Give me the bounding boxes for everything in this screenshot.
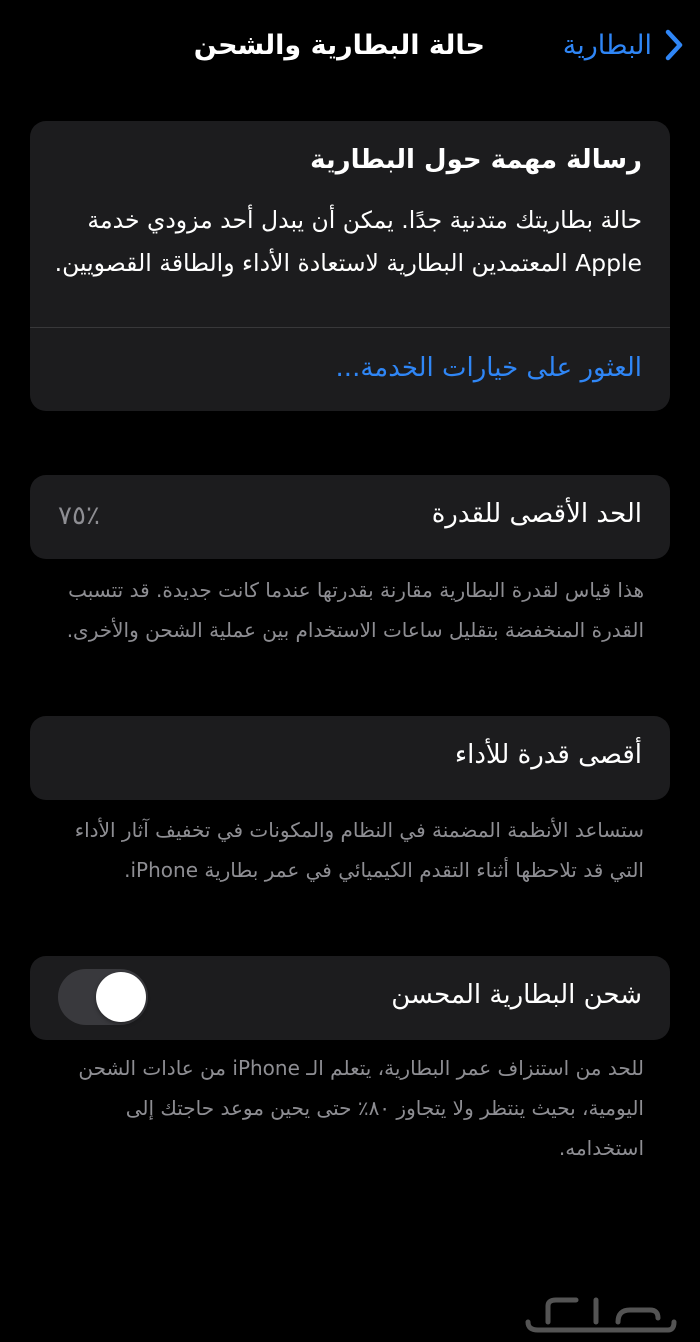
maximum-capacity-row (30, 475, 670, 559)
optimized-charging-row (30, 956, 670, 1040)
message-title: رسالة مهمة حول البطارية (310, 145, 642, 175)
peak-performance-row (30, 716, 670, 800)
message-body: حالة بطاريتك متدنية جدًا. يمكن أن يبدل أحد مزودي خدمة Apple المعتمدين البطارية لاستعادة الأداء والطاقة القصويين. (54, 206, 642, 277)
optimized-charging-footnote: للحد من استنزاف عمر البطارية، يتعلم الـ iPhone من عادات الشحن اليومية، بحيث ينتظر ولا يتجاوز ٨٠٪ حتى يحين موعد حاجتك إلى استخدامه. (78, 1056, 644, 1160)
find-service-options-link[interactable]: العثور على خيارات الخدمة... (335, 353, 642, 383)
back-button[interactable] (563, 28, 686, 62)
chevron-left-icon (660, 28, 686, 62)
navigation-bar (0, 0, 700, 100)
maximum-capacity-value: ٪٧٥ (58, 501, 100, 531)
peak-performance-footnote: ستساعد الأنظمة المضمنة في النظام والمكونات في تخفيف آثار الأداء التي قد تلاحظها أثناء التقدم الكيميائي في عمر بطارية iPhone. (74, 818, 644, 882)
optimized-charging-label: شحن البطارية المحسن (391, 980, 642, 1010)
haraj-watermark-logo (518, 1292, 678, 1336)
peak-performance-label: أقصى قدرة للأداء (454, 740, 642, 770)
optimized-charging-toggle[interactable] (58, 969, 148, 1025)
back-button-label: البطارية (562, 29, 652, 61)
divider (30, 327, 670, 328)
important-battery-message-card (30, 121, 670, 411)
page-title: حالة البطارية والشحن (193, 30, 485, 61)
maximum-capacity-label: الحد الأقصى للقدرة (431, 499, 642, 529)
toggle-knob (96, 972, 146, 1022)
maximum-capacity-footnote: هذا قياس لقدرة البطارية مقارنة بقدرتها عندما كانت جديدة. قد تتسبب القدرة المنخفضة بتقليل ساعات الاستخدام بين عملية الشحن والأخرى. (66, 578, 644, 642)
